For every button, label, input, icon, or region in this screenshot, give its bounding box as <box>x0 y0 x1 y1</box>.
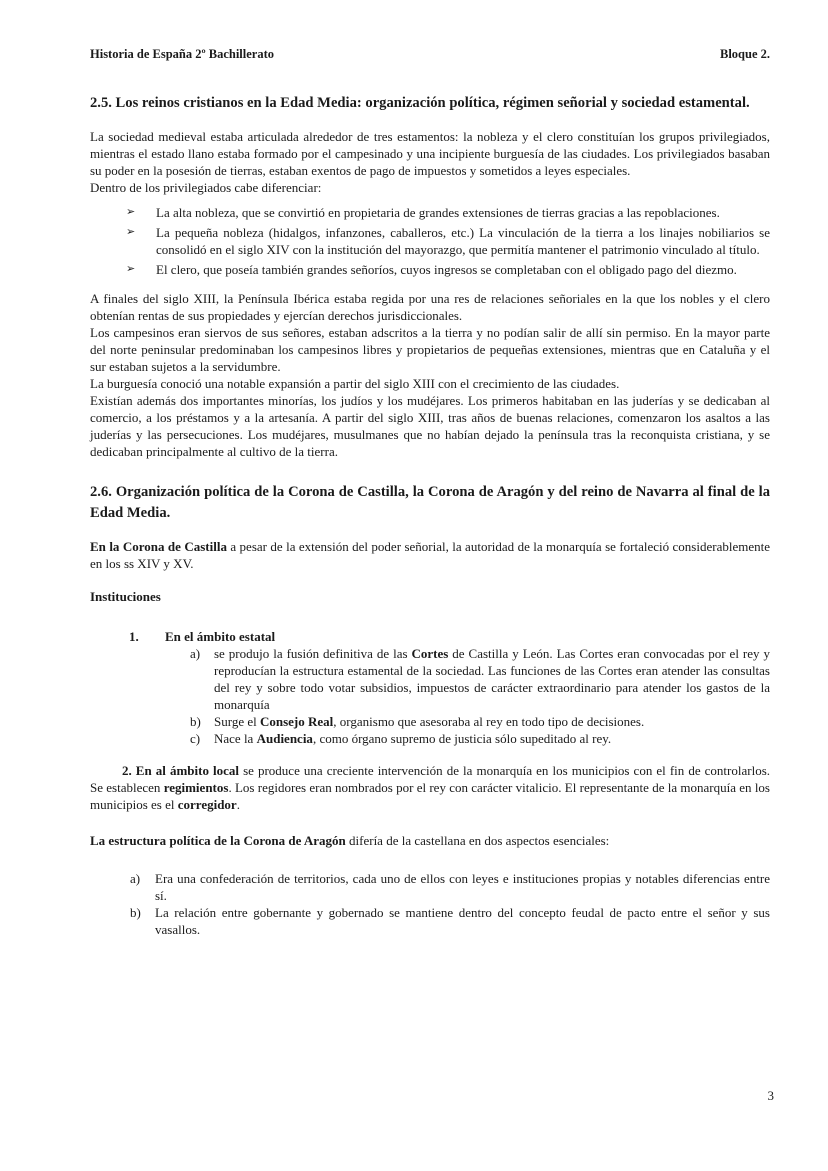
arrow-bullet-icon: ➢ <box>126 206 136 218</box>
letter-marker: c) <box>190 731 201 746</box>
paragraph-castilla: En la Corona de Castilla a pesar de la extensión del poder señorial, la autoridad de la monarquía se fortaleció considerablemente en los ss XIV y XV. <box>90 539 770 571</box>
list-item-title: En el ámbito estatal <box>165 629 276 644</box>
paragraph-campesinos: Los campesinos eran siervos de sus señores, estaban adscritos a la tierra y no podían salir de allí sin permiso. En la mayor parte del norte peninsular predominaban los campesinos libres y propietarios de pequeñas extensiones, mientras que en Cataluña y el sur estaban sujetos a la servidumbre. <box>90 325 770 374</box>
estatal-letter-list <box>90 645 770 747</box>
list-item-ambito-estatal <box>90 628 770 645</box>
section-2-6-heading: 2.6. Organización política de la Corona de Castilla, la Corona de Aragón y del reino de Navarra al final de la Edad Media. <box>90 484 770 521</box>
paragraph-aragon: La estructura política de la Corona de Aragón difería de la castellana en dos aspectos esenciales: <box>90 833 610 848</box>
letter-marker: a) <box>190 646 201 661</box>
arrow-bullet-icon: ➢ <box>126 226 136 238</box>
paragraph-ambito-local: 2. En al ámbito local se produce una creciente intervención de la monarquía en los municipios con el fin de controlarlos. Se establecen regimientos. Los regidores eran nombrados por el rey con carácter vitalicio. El representante de la monarquía en los municipios es el corregidor. <box>90 763 771 812</box>
bullet-item <box>90 224 770 258</box>
header-course-title: Historia de España 2º Bachillerato <box>90 47 274 61</box>
letter-marker: a) <box>130 871 141 886</box>
letter-marker: b) <box>190 714 201 729</box>
bullet-item <box>90 261 770 278</box>
paragraph-privileged-intro: Dentro de los privilegiados cabe diferenciar: <box>90 180 322 195</box>
paragraph-senorial: A finales del siglo XIII, la Península Ibérica estaba regida por una res de relaciones señoriales en la que los nobles y el clero obtenían rentas de sus propiedades y ejercían derechos jurisdiccionales. <box>90 291 770 323</box>
instituciones-heading: Instituciones <box>90 589 161 604</box>
bullet-item <box>90 204 770 221</box>
arrow-bullet-icon: ➢ <box>126 263 136 275</box>
bullet-text: La alta nobleza, que se convirtió en propietaria de grandes extensiones de tierras gracias a las repoblaciones. <box>156 205 720 220</box>
list-item-text: Nace la Audiencia, como órgano supremo de justicia sólo supeditado al rey. <box>214 731 612 746</box>
paragraph-society: La sociedad medieval estaba articulada alrededor de tres estamentos: la nobleza y el clero constituían los grupos privilegiados, mientras el estado llano estaba formado por el campesinado y una incipiente burguesía de las ciudades. Los privilegiados basaban su poder en la posesión de tierras, estaban exentos de pago de impuestos y sometidos a leyes especiales. <box>90 129 770 178</box>
list-item-text: La relación entre gobernante y gobernado se mantiene dentro del concepto feudal de pacto entre el señor y sus vasallos. <box>155 905 770 937</box>
list-item-text: Era una confederación de territorios, cada uno de ellos con leyes e instituciones propias y notables diferencias entre sí. <box>155 871 770 903</box>
privileged-bullet-list <box>90 204 770 278</box>
page-number: 3 <box>767 1088 774 1103</box>
paragraph-minorias: Existían además dos importantes minorías, los judíos y los mudéjares. Los primeros habitaban en las juderías y se dedicaban al comercio, a los préstamos y a la artesanía. A partir del siglo XIII, tras años de buenas relaciones, comenzaron los asaltos a las juderías y las persecuciones. Los mudéjares, musulmanes que no habían dejado la península tras la reconquista cristiana, y se dedicaban principalmente al cultivo de la tierra. <box>90 393 770 459</box>
header-block-label: Bloque 2. <box>719 47 770 61</box>
page-header <box>90 46 770 63</box>
letter-marker: b) <box>130 905 141 920</box>
aragon-letter-list <box>90 870 770 938</box>
section-2-5-heading: 2.5. Los reinos cristianos en la Edad Media: organización política, régimen señorial y sociedad estamental. <box>90 95 750 111</box>
bullet-text: El clero, que poseía también grandes señoríos, cuyos ingresos se completaban con el obligado pago del diezmo. <box>156 262 737 277</box>
paragraph-burguesia: La burguesía conoció una notable expansión a partir del siglo XIII con el crecimiento de las ciudades. <box>90 376 620 391</box>
list-item <box>90 730 770 747</box>
list-item <box>90 904 770 938</box>
list-item <box>90 645 770 713</box>
list-item-text: se produjo la fusión definitiva de las Cortes de Castilla y León. Las Cortes eran convocadas por el rey y reproducían la estructura estamental de la sociedad. Las funciones de las Cortes eran atender las consultas del rey y sobre todo votar subsidios, impuestos de carácter extraordinario para atender los gastos de la monarquía <box>214 646 770 712</box>
list-item <box>90 870 770 904</box>
bullet-text: La pequeña nobleza (hidalgos, infanzones, caballeros, etc.) La vinculación de la tierra a los linajes nobiliarios se consolidó en el siglo XIV con la institución del mayorazgo, que permitía mantener el patrimonio vinculado al título. <box>156 225 770 257</box>
paragraph-group <box>90 290 770 460</box>
number-marker: 1. <box>129 629 139 644</box>
list-item <box>90 713 770 730</box>
list-item-text: Surge el Consejo Real, organismo que asesoraba al rey en todo tipo de decisiones. <box>214 714 645 729</box>
